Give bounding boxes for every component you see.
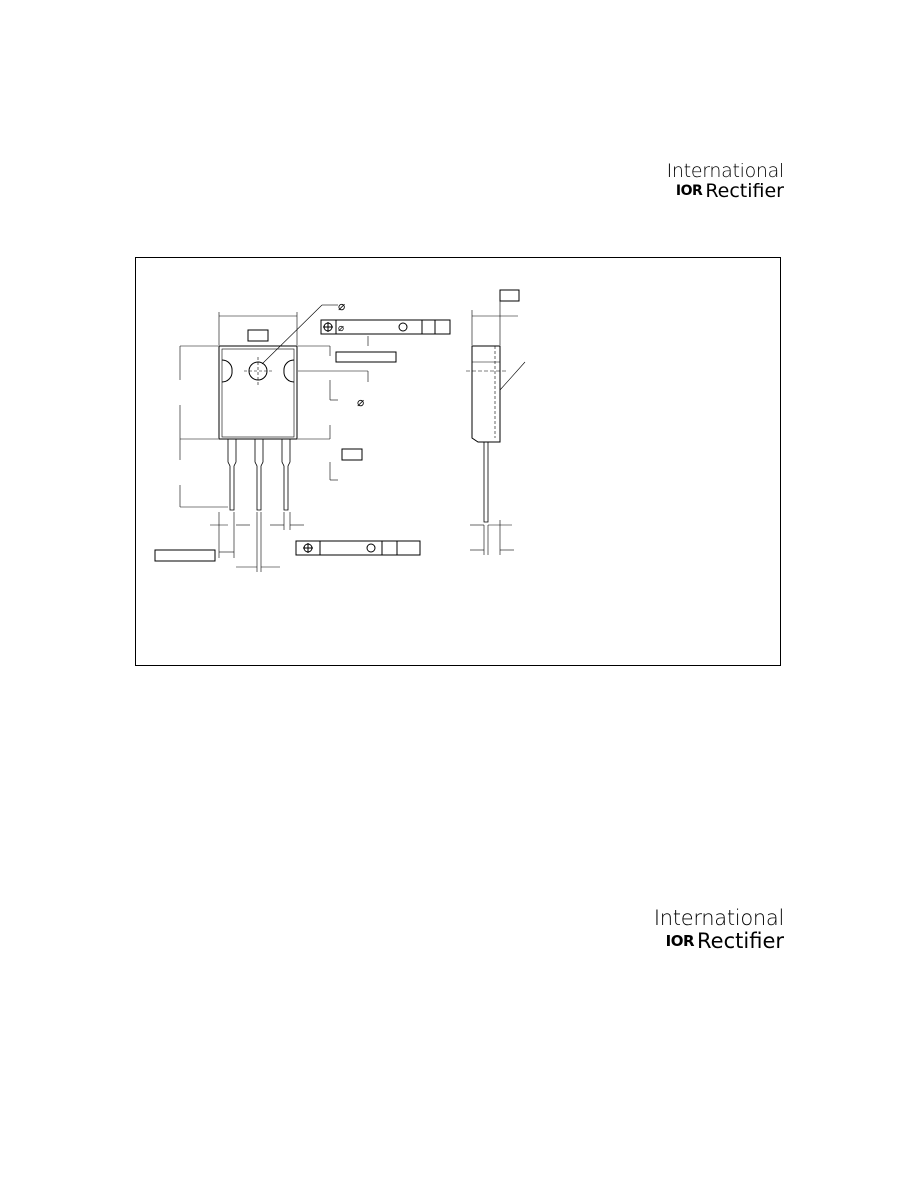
logo-rectifier-row (654, 930, 784, 953)
tolerance-box-2 (155, 550, 215, 561)
ior-logo-mark: IOR (665, 932, 695, 950)
diameter-symbol-3: ⌀ (357, 395, 365, 409)
logo-text-international: International (653, 906, 784, 930)
right-notch (284, 360, 294, 382)
tolerance-box-1 (336, 352, 396, 362)
package-body-side (472, 346, 500, 442)
lead-side (484, 442, 488, 522)
left-notch (222, 360, 232, 382)
leads (228, 439, 290, 510)
diameter-symbol-2: ⌀ (338, 323, 345, 334)
side-view (466, 290, 525, 555)
logo-text-rectifier: Rectifier (705, 180, 784, 202)
feature-control-frame-bottom (296, 541, 420, 555)
footer-logo (654, 907, 784, 953)
diameter-symbol-1: ⌀ (338, 299, 346, 313)
ior-logo-mark: IOR (675, 183, 703, 199)
front-view (155, 305, 396, 572)
logo-text-rectifier: Rectifier (697, 929, 784, 953)
datum-box-a (248, 330, 268, 341)
datum-box-c (500, 290, 519, 301)
logo-text-international: International (666, 160, 784, 182)
datum-box-b (342, 449, 362, 460)
